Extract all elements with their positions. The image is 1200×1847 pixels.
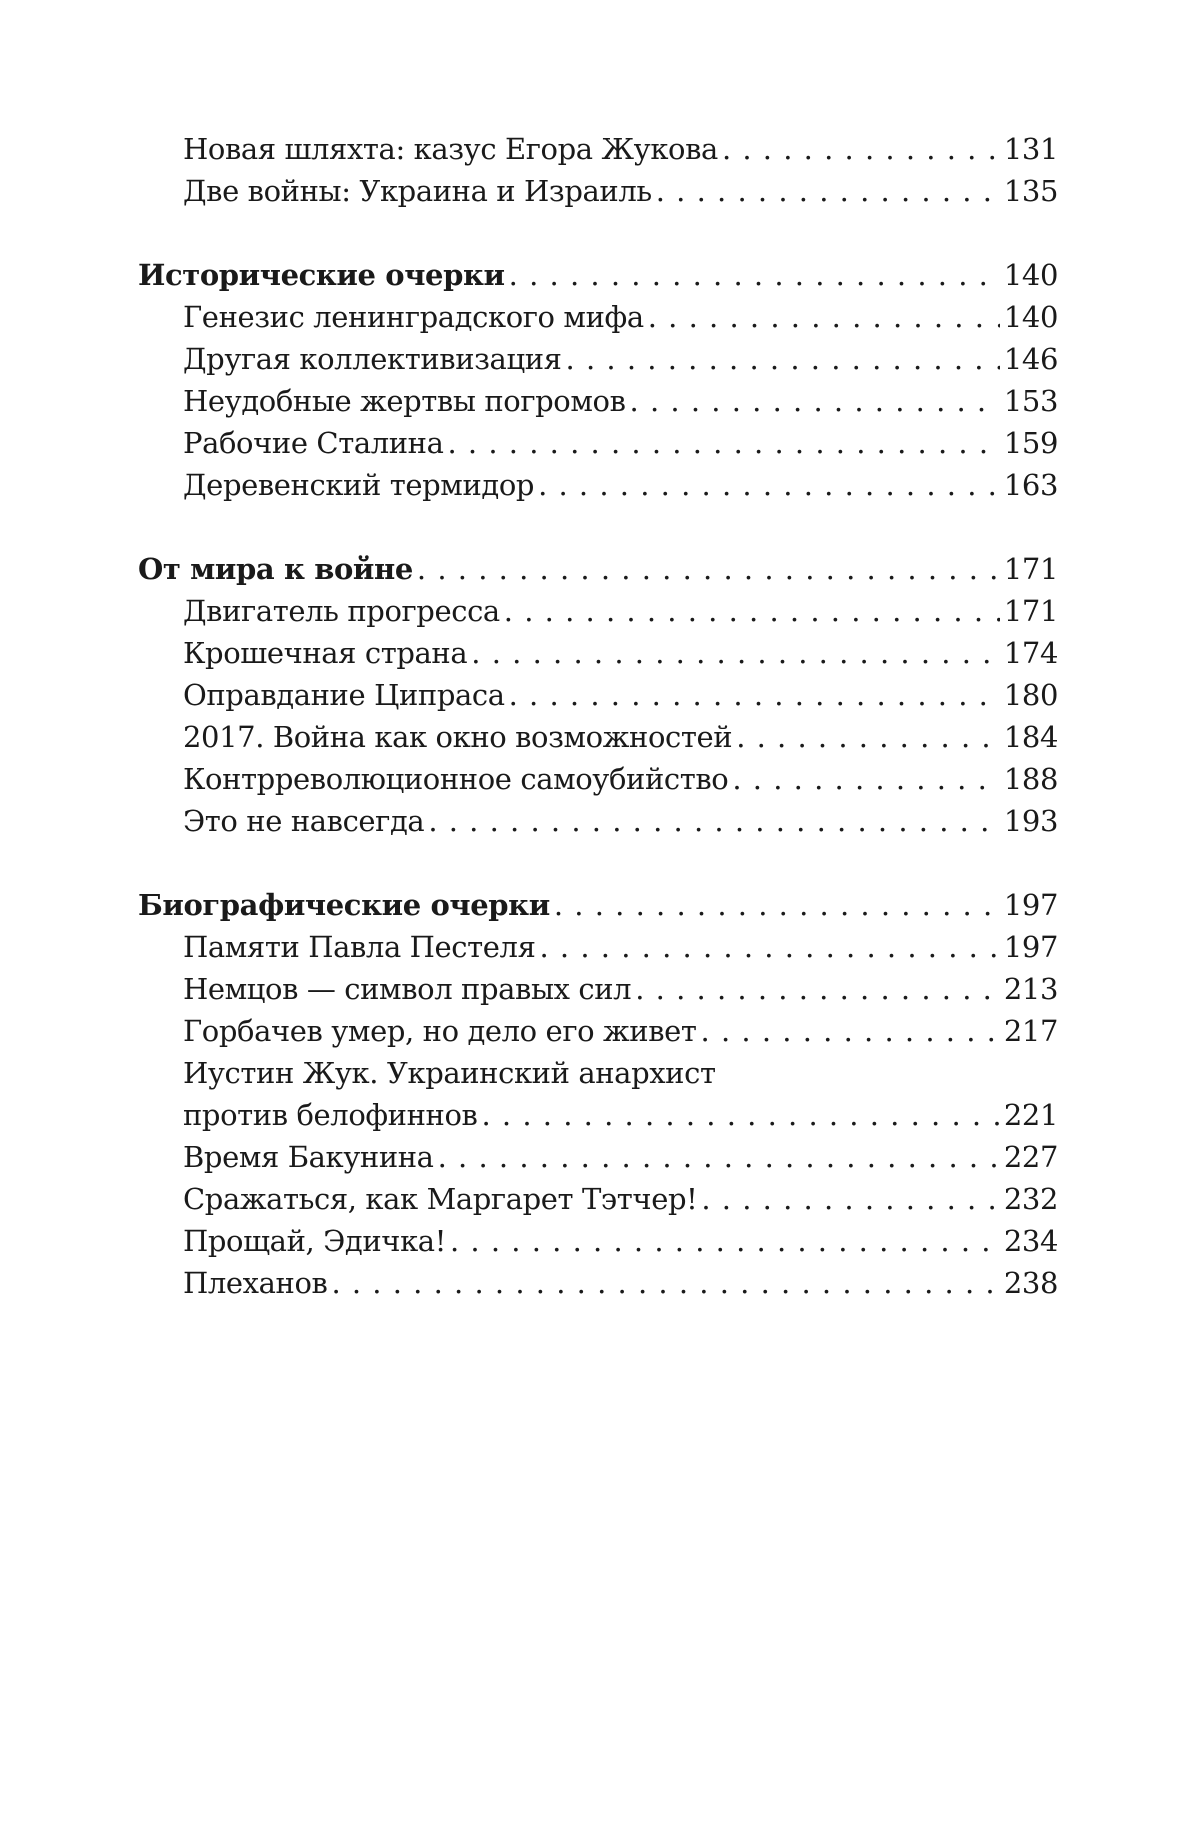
toc-entry-title: Другая коллективизация: [183, 342, 562, 376]
toc-heading-page: 171: [1003, 552, 1058, 586]
dot-leader: [428, 800, 1000, 842]
toc-entry: [138, 716, 1058, 758]
toc-entry-title: Новая шляхта: казус Егора Жукова: [183, 132, 718, 166]
dot-leader: [417, 548, 1000, 590]
toc-entry: [138, 968, 1058, 1010]
toc-entry-page: 163: [1003, 468, 1058, 502]
toc-section-heading: [138, 884, 1058, 926]
toc-entry: [138, 1136, 1058, 1178]
toc-entry: [138, 1178, 1058, 1220]
toc-entry-page: 135: [1003, 174, 1058, 208]
toc-entry-page: 174: [1003, 636, 1058, 670]
toc-entry-page: 180: [1003, 678, 1058, 712]
toc-heading-title: От мира к войне: [138, 552, 413, 586]
toc-entry-page: 217: [1003, 1014, 1058, 1048]
toc-entry-title: Неудобные жертвы погромов: [183, 384, 626, 418]
toc-entry-title: 2017. Война как окно возможностей: [183, 720, 733, 754]
toc-entry-title: Время Бакунина: [183, 1140, 434, 1174]
toc-heading-page: 197: [1003, 888, 1058, 922]
toc-entry: [138, 128, 1058, 170]
dot-leader: [566, 338, 1000, 380]
dot-leader: [736, 716, 1000, 758]
toc-entry: [138, 632, 1058, 674]
toc-section-peace-to-war: [138, 548, 1058, 842]
toc-section-continued: [138, 128, 1058, 212]
dot-leader: [450, 1220, 1000, 1262]
toc-entry-page: 171: [1003, 594, 1058, 628]
toc-entry-title: Генезис ленинградского мифа: [183, 300, 644, 334]
toc-entry-page: 227: [1003, 1140, 1058, 1174]
toc-entry-page: 146: [1003, 342, 1058, 376]
toc-entry-page: 213: [1003, 972, 1058, 1006]
toc-entry-title: Двигатель прогресса: [183, 594, 500, 628]
toc-heading-title: Биографические очерки: [138, 888, 550, 922]
toc-section-historical: [138, 254, 1058, 506]
toc-entry: [138, 464, 1058, 506]
dot-leader: [656, 170, 1000, 212]
toc-entry-title: Сражаться, как Маргарет Тэтчер!: [183, 1182, 698, 1216]
dot-leader: [701, 1178, 999, 1220]
toc-entry-page: 234: [1003, 1224, 1058, 1258]
dot-leader: [648, 296, 1000, 338]
toc-entry-title: Рабочие Сталина: [183, 426, 444, 460]
dot-leader: [509, 674, 1000, 716]
toc-entry-page: 159: [1003, 426, 1058, 460]
toc-entry-title: Плеханов: [183, 1266, 328, 1300]
table-of-contents: [138, 128, 1058, 1304]
toc-entry: [138, 800, 1058, 842]
toc-heading-title: Исторические очерки: [138, 258, 505, 292]
toc-entry-title: Это не навсегда: [183, 804, 425, 838]
dot-leader: [722, 128, 1000, 170]
dot-leader: [732, 758, 999, 800]
toc-entry-page: 184: [1003, 720, 1058, 754]
toc-entry: [138, 758, 1058, 800]
toc-entry-title: Контрреволюционное самоубийство: [183, 762, 729, 796]
dot-leader: [630, 380, 1000, 422]
toc-entry: [138, 296, 1058, 338]
toc-entry-page: 232: [1003, 1182, 1058, 1216]
toc-entry-title: Горбачев умер, но дело его живет: [183, 1014, 697, 1048]
dot-leader: [438, 1136, 1000, 1178]
dot-leader: [504, 590, 1000, 632]
toc-entry: [138, 338, 1058, 380]
toc-entry: [138, 1010, 1058, 1052]
dot-leader: [509, 254, 1000, 296]
toc-entry-title-line1: Иустин Жук. Украинский анархист: [183, 1056, 716, 1090]
dot-leader: [471, 632, 1000, 674]
toc-entry: [138, 1094, 1058, 1136]
toc-entry-page: 238: [1003, 1266, 1058, 1300]
toc-entry-title: Крошечная страна: [183, 636, 468, 670]
toc-entry-title: Деревенский термидор: [183, 468, 535, 502]
dot-leader: [538, 464, 1000, 506]
toc-entry-page: 188: [1003, 762, 1058, 796]
toc-entry-title: Памяти Павла Пестеля: [183, 930, 536, 964]
toc-entry-first-line: [138, 1052, 1058, 1094]
toc-entry-title: Прощай, Эдичка!: [183, 1224, 446, 1258]
toc-section-heading: [138, 254, 1058, 296]
toc-entry-title: Оправдание Ципраса: [183, 678, 505, 712]
toc-entry: [138, 380, 1058, 422]
toc-entry-title: Две войны: Украина и Израиль: [183, 174, 652, 208]
toc-entry: [138, 674, 1058, 716]
toc-heading-page: 140: [1003, 258, 1058, 292]
dot-leader: [554, 884, 1000, 926]
toc-entry: [138, 926, 1058, 968]
toc-section-heading: [138, 548, 1058, 590]
toc-entry: [138, 1220, 1058, 1262]
toc-entry: [138, 422, 1058, 464]
toc-entry-page: 140: [1003, 300, 1058, 334]
toc-entry-page: 197: [1003, 930, 1058, 964]
dot-leader: [701, 1010, 1000, 1052]
toc-entry-page: 193: [1003, 804, 1058, 838]
dot-leader: [539, 926, 999, 968]
toc-entry-title: против белофиннов: [183, 1098, 478, 1132]
dot-leader: [481, 1094, 999, 1136]
dot-leader: [331, 1262, 999, 1304]
toc-entry-page: 221: [1003, 1098, 1058, 1132]
toc-entry-page: 131: [1003, 132, 1058, 166]
toc-entry: [138, 170, 1058, 212]
dot-leader: [635, 968, 1000, 1010]
toc-entry-page: 153: [1003, 384, 1058, 418]
toc-entry: [138, 590, 1058, 632]
toc-entry-title: Немцов — символ правых сил: [183, 972, 632, 1006]
dot-leader: [448, 422, 1000, 464]
toc-entry: [138, 1262, 1058, 1304]
toc-section-biographical: [138, 884, 1058, 1304]
